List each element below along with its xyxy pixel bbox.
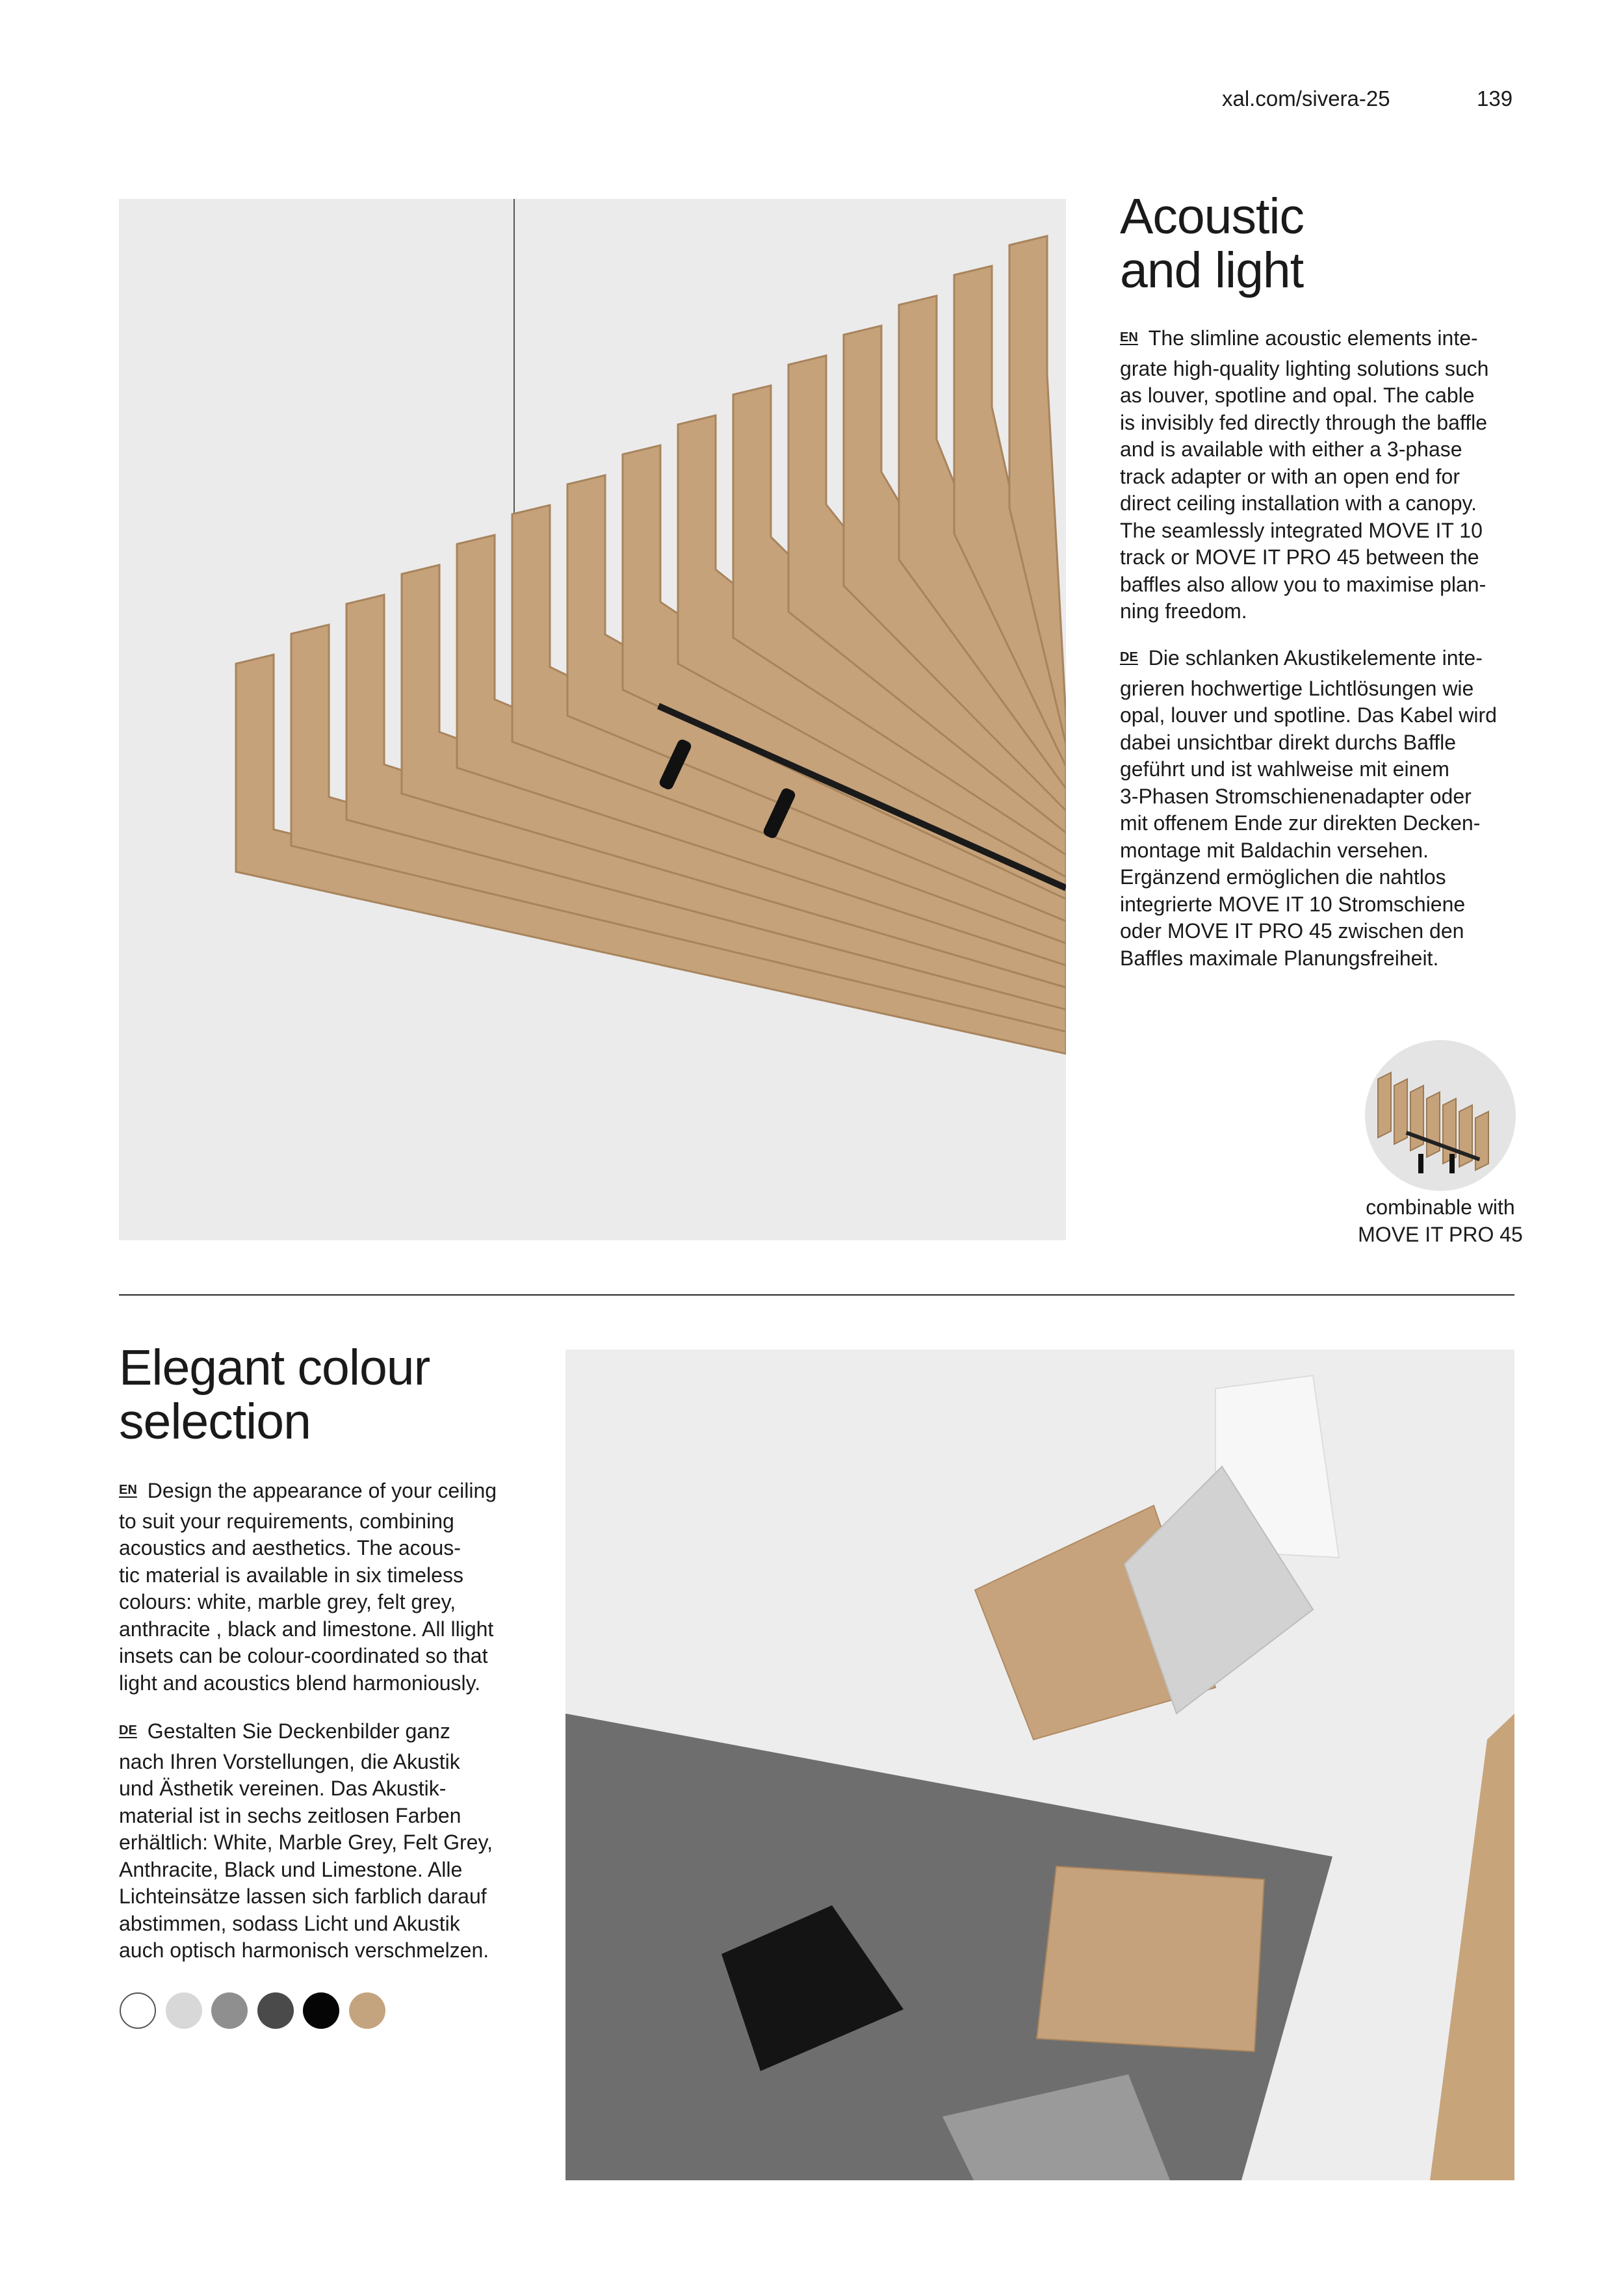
section2-en-paragraph (119, 1478, 535, 1697)
thumbnail-caption: combinable with MOVE IT PRO 45 (1358, 1195, 1523, 1246)
section1-title: Acoustic and light (1120, 189, 1305, 298)
swatch-felt-grey (211, 1992, 248, 2029)
de-language-tag: DE (1120, 650, 1138, 664)
section1-de-paragraph (1120, 645, 1575, 972)
section1-de-text: Die schlanken Akustikelemente inte- grieren hochwertige Lichtlösungen wie opal, louver und spotline. Das Kabel wird dabei unsichtbar direkt durchs Baffle geführt und ist wahlweise mit einem 3-Phasen Stromschienenadapter oder mit offenem Ende zur direkten Decken- montage mit Baldachin versehen. Ergänzend ermöglichen die nahtlos integrierte MOVE IT 10 Stromschiene oder MOVE IT PRO 45 zwischen den Baffles maximale Planungsfreiheit. (1120, 646, 1497, 970)
swatch-marble-grey (166, 1992, 202, 2029)
section2-de-paragraph (119, 1718, 535, 1964)
section2-en-text: Design the appearance of your ceiling to suit your requirements, combining acoustics and aesthetics. The acous- tic material is available in six timeless colours: white, marble grey, felt grey, anthracite , black and limestone. All llight insets can be colour-coordinated so that light and acoustics blend harmoniously. (119, 1479, 497, 1695)
swatch-anthracite (257, 1992, 294, 2029)
felt-samples-photo (565, 1350, 1514, 2180)
section-divider (119, 1294, 1514, 1296)
section2-de-text: Gestalten Sie Deckenbilder ganz nach Ihren Vorstellungen, die Akustik und Ästhetik vereinen. Das Akustik- material ist in sechs zeitlosen Farben erhältlich: White, Marble Grey, Felt Grey, Anthracite, Black und Limestone. Alle Lichteinsätze lassen sich farblich darauf abstimmen, sodass Licht und Akustik auch optisch harmonisch verschmelzen. (119, 1719, 493, 1962)
page-number: 139 (1477, 86, 1513, 111)
move-it-pro-thumbnail (1365, 1040, 1516, 1191)
en-language-tag: EN (1120, 330, 1138, 345)
swatch-black (303, 1992, 339, 2029)
swatch-white (120, 1992, 156, 2029)
baffle-product-photo (119, 199, 1066, 1240)
section1-en-text: The slimline acoustic elements inte- grate high-quality lighting solutions such as louver, spotline and opal. The cable is invisibly fed directly through the baffle and is available with either a 3-phase track adapter or with an open end for direct ceiling installation with a canopy. The seamlessly integrated MOVE IT 10 track or MOVE IT PRO 45 between the baffles also allow you to maximise plan- ning freedom. (1120, 326, 1489, 623)
swatch-limestone (349, 1992, 385, 2029)
section1-en-paragraph (1120, 325, 1575, 625)
de-language-tag: DE (119, 1723, 137, 1738)
header-url[interactable]: xal.com/sivera-25 (1222, 86, 1390, 111)
en-language-tag: EN (119, 1483, 137, 1497)
section2-title: Elegant colour selection (119, 1340, 430, 1450)
